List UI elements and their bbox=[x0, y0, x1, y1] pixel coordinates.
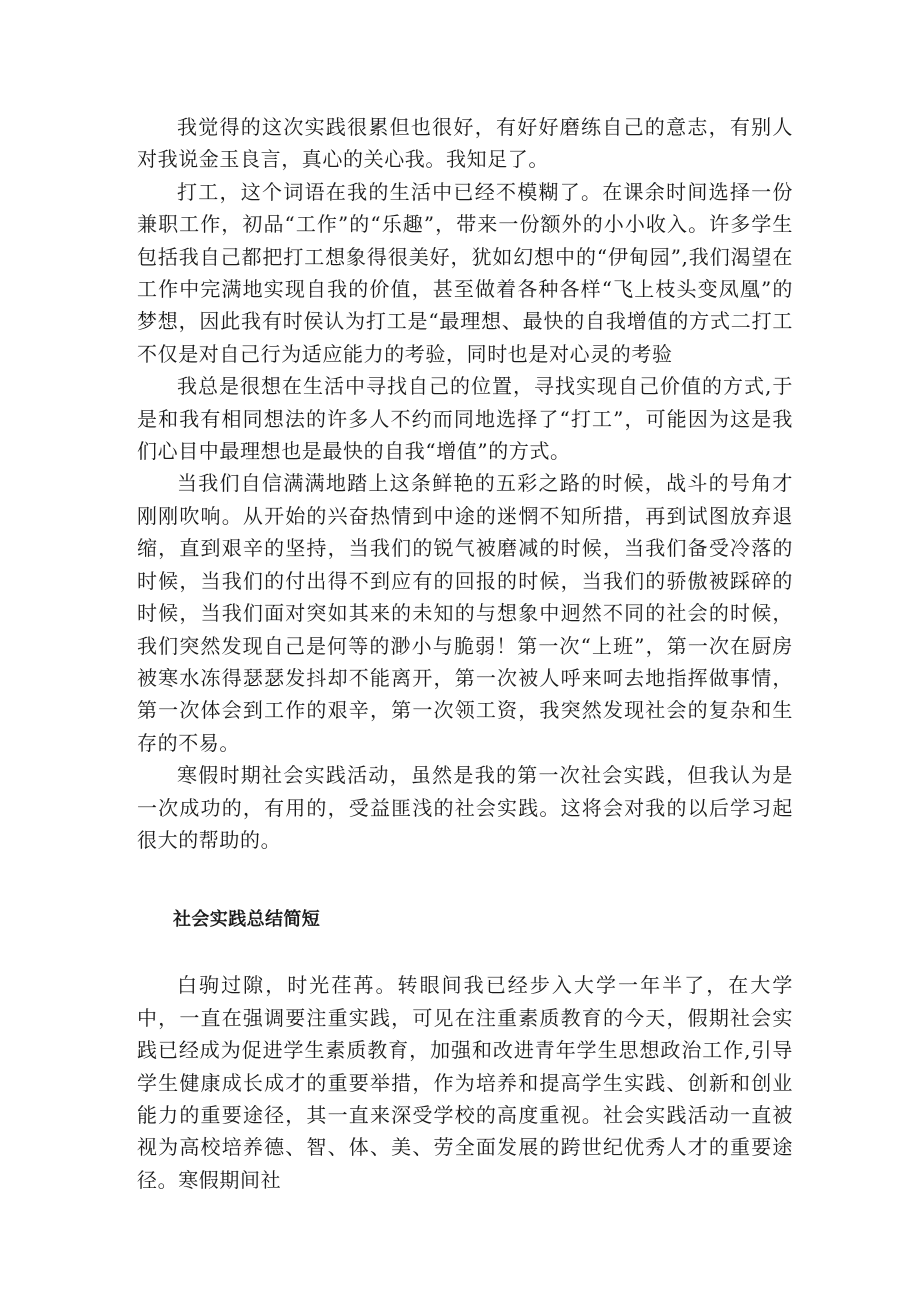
section-paragraph-1: 白驹过隙，时光荏苒。转眼间我已经步入大学一年半了，在大学中，一直在强调要注重实践，可见在注重素质教育的今天，假期社会实践已经成为促进学生素质教育，加强和改进青年学生思想政治工作,引导学生健康成长成才的重要举措，作为培养和提高学生实践、创新和创业能力的重要途径，其一直来深受学校的高度重视。社会实践活动一直被视为高校培养德、智、体、美、劳全面发展的跨世纪优秀人才的重要途径。寒假期间社 bbox=[137, 973, 793, 1192]
section-heading: 社会实践总结简短 bbox=[173, 909, 321, 931]
paragraph-5: 寒假时期社会实践活动，虽然是我的第一次社会实践，但我认为是一次成功的，有用的，受益匪浅的社会实践。这将会对我的以后学习起很大的帮助的。 bbox=[137, 763, 793, 852]
paragraph-3: 我总是很想在生活中寻找自己的位置，寻找实现自己价值的方式,于是和我有相同想法的许多人不约而同地选择了“打工”，可能因为这是我们心目中最理想也是最快的自我“增值”的方式。 bbox=[137, 374, 793, 464]
document-body bbox=[137, 111, 793, 1196]
paragraph-1: 我觉得的这次实践很累但也很好，有好好磨练自己的意志，有别人对我说金玉良言，真心的关心我。我知足了。 bbox=[137, 115, 793, 172]
paragraph-2: 打工，这个词语在我的生活中已经不模糊了。在课余时间选择一份兼职工作，初品“工作”的“乐趣”，带来一份额外的小小收入。许多学生包括我自己都把打工想象得很美好，犹如幻想中的“伊甸园”,我们渴望在工作中完满地实现自我的价值，甚至做着各种各样“飞上枝头变凤凰”的梦想，因此我有时侯认为打工是“最理想、最快的自我增值的方式二打工不仅是对自己行为适应能力的考验，同时也是对心灵的考验 bbox=[137, 179, 793, 366]
paragraph-4: 当我们自信满满地踏上这条鲜艳的五彩之路的时候，战斗的号角才刚刚吹响。从开始的兴奋热情到中途的迷惘不知所措，再到试图放弃退缩，直到艰辛的坚持，当我们的锐气被磨减的时候，当我们备受冷落的时候，当我们的付出得不到应有的回报的时候，当我们的骄傲被踩碎的时候，当我们面对突如其来的未知的与想象中迥然不同的社会的时候，我们突然发现自己是何等的渺小与脆弱！第一次“上班”，第一次在厨房被寒水冻得瑟瑟发抖却不能离开，第一次被人呼来呵去地指挥做事情，第一次体会到工作的艰辛，第一次领工资，我突然发现社会的复杂和生存的不易。 bbox=[137, 471, 793, 755]
